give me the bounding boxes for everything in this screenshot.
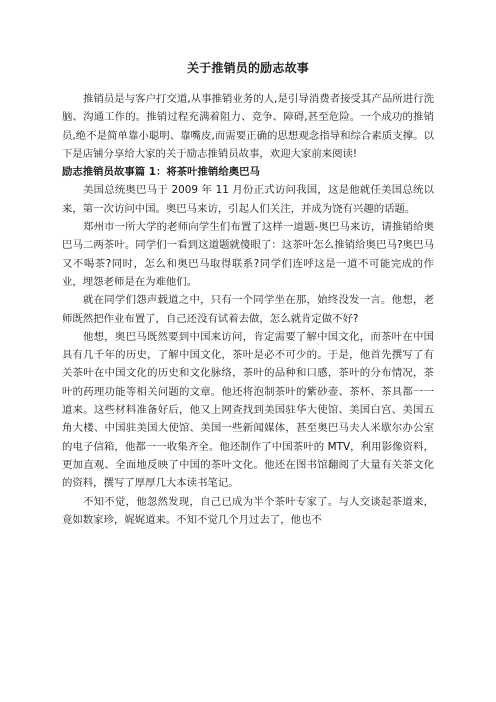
section-heading: 励志推销员故事篇 1：将茶叶推销给奥巴马 [62, 166, 260, 179]
body-paragraph-5: 不知不觉，他忽然发现，自己已成为半个茶叶专家了。与人交谈起茶道来，竟如数家珍，娓娓道来。不知不觉几个月过去了，他也不 [62, 495, 434, 526]
body-paragraph-2: 郑州市一所大学的老师向学生们布置了这样一道题-奥巴马来访，请推销给奥巴马二两茶叶。同学们一看到这道题就傻眼了：这茶叶怎么推销给奥巴马?奥巴马又不喝茶?同时，怎么和奥巴马取得联系?同学们连呼这是一道不可能完成的作业，埋怨老师是在为难他们。 [62, 221, 434, 288]
body-paragraph-3: 就在同学们怨声载道之中，只有一个同学坐在那，始终没发一言。他想，老师既然把作业布置了，自己还没有试着去做，怎么就肯定做不好? [62, 294, 434, 325]
intro-paragraph: 推销员是与客户打交道,从事推销业务的人,是引导消费者接受其产品所进行洗脑、沟通工作的。推销过程充满着阻力、竞争、障碍,甚至危险。一个成功的推销员,绝不是简单靠小聪明、靠嘴皮,而需要正确的思想观念指导和综合素质支撑。以下是店铺分享给大家的关于励志推销员故事，欢迎大家前来阅读! [62, 93, 434, 160]
document-title: 关于推销员的励志故事 [186, 61, 309, 75]
body-paragraph-1: 美国总统奥巴马于 2009 年 11 月份正式访问我国，这是他就任美国总统以来，第一次访问中国。奥巴马来访，引起人们关注，并成为饶有兴趣的话题。 [62, 184, 434, 215]
body-paragraph-4: 他想，奥巴马既然要到中国来访问，肯定需要了解中国文化，而茶叶在中国具有几千年的历史，了解中国文化，茶叶是必不可少的。于是，他首先撰写了有关茶叶在中国文化的历史和文化脉络，茶叶的品种和口感，茶叶的分布情况，茶叶的药理功能等相关问题的文章。他还将泡制茶叶的紫砂壶、茶杯、茶具都一一道来。这些材料准备好后，他又上网查找到美国驻华大使馆、美国白宫、美国五角大楼、中国驻美国大使馆、美国一些新闻媒体，甚至奥巴马夫人米歇尔办公室的电子信箱，他都一一收集齐全。他还制作了中国茶叶的 MTV，利用影像资料，更加直观、全面地反映了中国的茶叶文化。他还在图书馆翻阅了大量有关茶文化的资料，撰写了厚厚几大本读书笔记。 [62, 330, 434, 490]
